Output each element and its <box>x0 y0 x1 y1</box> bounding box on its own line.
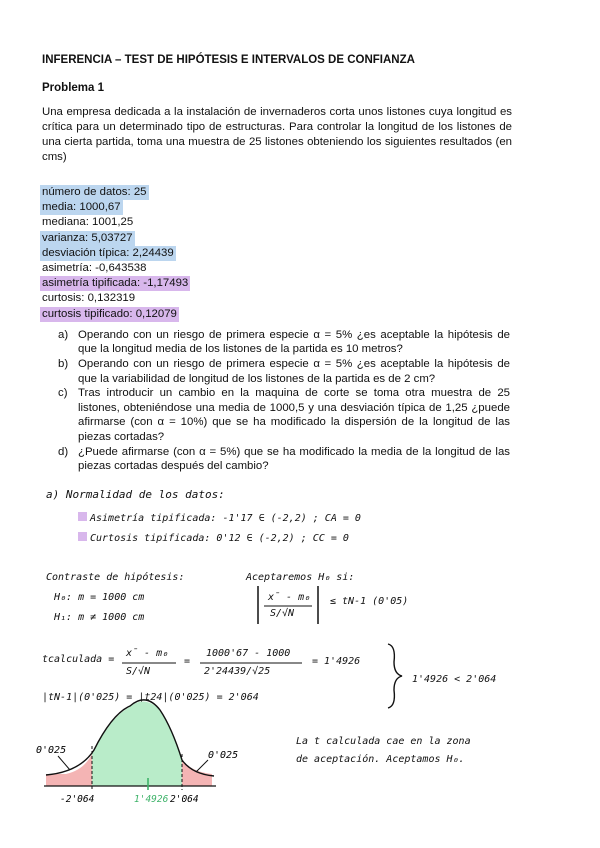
question-a: a) Operando con un riesgo de primera especie α = 5% ¿es aceptable la hipótesis de que la longitud media de los listones de la partida es 10 metros? <box>58 328 510 356</box>
solution-heading: a) Normalidad de los datos: <box>46 488 225 501</box>
cond-den: S/√N <box>270 608 295 619</box>
h1: H₁: m ≠ 1000 cm <box>54 612 145 623</box>
comparison: 1'4926 < 2'064 <box>412 674 497 685</box>
handwritten-solution: a) Normalidad de los datos: Asimetría tipificada: -1'17 ∈ (-2,2) ; CA = 0 Curtosis tipificada: 0'12 ∈ (-2,2) ; CC = 0 Contraste de hipótesis: H₀: m = 1000 cm H₁: m ≠ 1000 cm Aceptaremos H₀ si: x̄ - m₀ S/√N ≤ tN-1 (0'05) tcalculada = x̄ - m₀ S/√N = 1000'67 - 1000 2'24439/√25 = 1'4926 |tN-1|(0'025) = |t24|(0'025) = 2'064 1'4926 < 2'064 0'025 0'025 -2'064 1'4926 2'064 La t calculada cae en la zona de aceptación. Aceptamos H₀. <box>0 478 600 848</box>
stat-n: número de datos: 25 <box>40 185 149 200</box>
stat-skew-std: asimetría tipificada: -1,17493 <box>40 276 190 291</box>
aceptaremos: Aceptaremos H₀ si: <box>246 572 355 583</box>
left-tail-pointer <box>58 756 70 770</box>
stat-skew: asimetría: -0,643538 <box>42 262 147 275</box>
curt-line: Curtosis tipificada: 0'12 ∈ (-2,2) ; CC = 0 <box>78 532 349 544</box>
conclusion-line-1: La t calculada cae en la zona <box>296 736 471 747</box>
stat-mean: media: 1000,67 <box>40 200 123 215</box>
accept-area <box>92 701 182 786</box>
question-c: c) Tras introducir un cambio en la maquina de corte se toma otra muestra de 25 listones, obteniéndose una media de 1000,5 y una desviación típica de 1,25 ¿puede afirmarse (con α = 10%) que se ha modificado la dispersión de la longitud de las piezas cortadas? <box>58 387 510 443</box>
conclusion-line-2: de aceptación. Aceptamos H₀. <box>296 754 465 765</box>
brace <box>388 644 402 708</box>
axis-neg-label: -2'064 <box>60 794 95 805</box>
questions-list <box>58 328 510 474</box>
reject-right-area <box>182 760 212 786</box>
axis-value-label: 1'4926 <box>134 794 169 805</box>
tcalc-value: = 1'4926 <box>312 656 361 667</box>
frac1-den: S/√N <box>126 666 151 677</box>
contraste-heading: Contraste de hipótesis: <box>46 572 185 583</box>
question-d: d) ¿Puede afirmarse (con α = 5%) que se ha modificado la media de la longitud de las piezas cortadas después del cambio? <box>58 445 510 473</box>
cond-num: x̄ - m₀ <box>268 592 311 603</box>
tail-left-label: 0'025 <box>36 745 67 756</box>
handwritten-graphics <box>0 478 600 848</box>
tcrit-line: |tN-1|(0'025) = |t24|(0'025) = 2'064 <box>42 692 259 703</box>
tcalc-label: tcalculada = <box>42 654 115 665</box>
stats-list <box>40 185 564 322</box>
problem-heading: Problema 1 <box>42 82 104 94</box>
question-b: b) Operando con un riesgo de primera especie α = 5% ¿es aceptable la hipótesis de que la variabilidad de longitud de los listones de la partida es de 2 cm? <box>58 358 510 385</box>
page-title: INFERENCIA – TEST DE HIPÓTESIS E INTERVALOS DE CONFIANZA <box>42 54 415 66</box>
frac1-num: x̄ - m₀ <box>126 648 169 659</box>
right-tail-pointer <box>196 760 208 772</box>
problem-intro: Una empresa dedicada a la instalación de invernaderos corta unos listones cuya longitud es crítica para un determinado tipo de estructuras. Para controlar la longitud de los listones de una cierta partida, toma una muestra de 25 listones obteniendo los siguientes resultados (en cms) <box>42 106 512 163</box>
stat-variance: varianza: 5,03727 <box>40 231 135 246</box>
asym-line: Asimetría tipificada: -1'17 ∈ (-2,2) ; CA = 0 <box>78 512 361 524</box>
axis-pos-label: 2'064 <box>170 794 199 805</box>
stat-median: mediana: 1001,25 <box>42 216 134 229</box>
frac2-num: 1000'67 - 1000 <box>206 648 291 659</box>
tail-right-label: 0'025 <box>208 750 239 761</box>
h0: H₀: m = 1000 cm <box>54 592 145 603</box>
stat-sd: desviación típica: 2,24439 <box>40 246 176 261</box>
problem-statement <box>36 50 564 474</box>
cond-rhs: ≤ tN-1 (0'05) <box>330 596 409 607</box>
stat-kurt: curtosis: 0,132319 <box>42 292 136 305</box>
frac2-den: 2'24439/√25 <box>204 666 271 677</box>
stat-kurt-std: curtosis tipificado: 0,12079 <box>40 307 179 322</box>
